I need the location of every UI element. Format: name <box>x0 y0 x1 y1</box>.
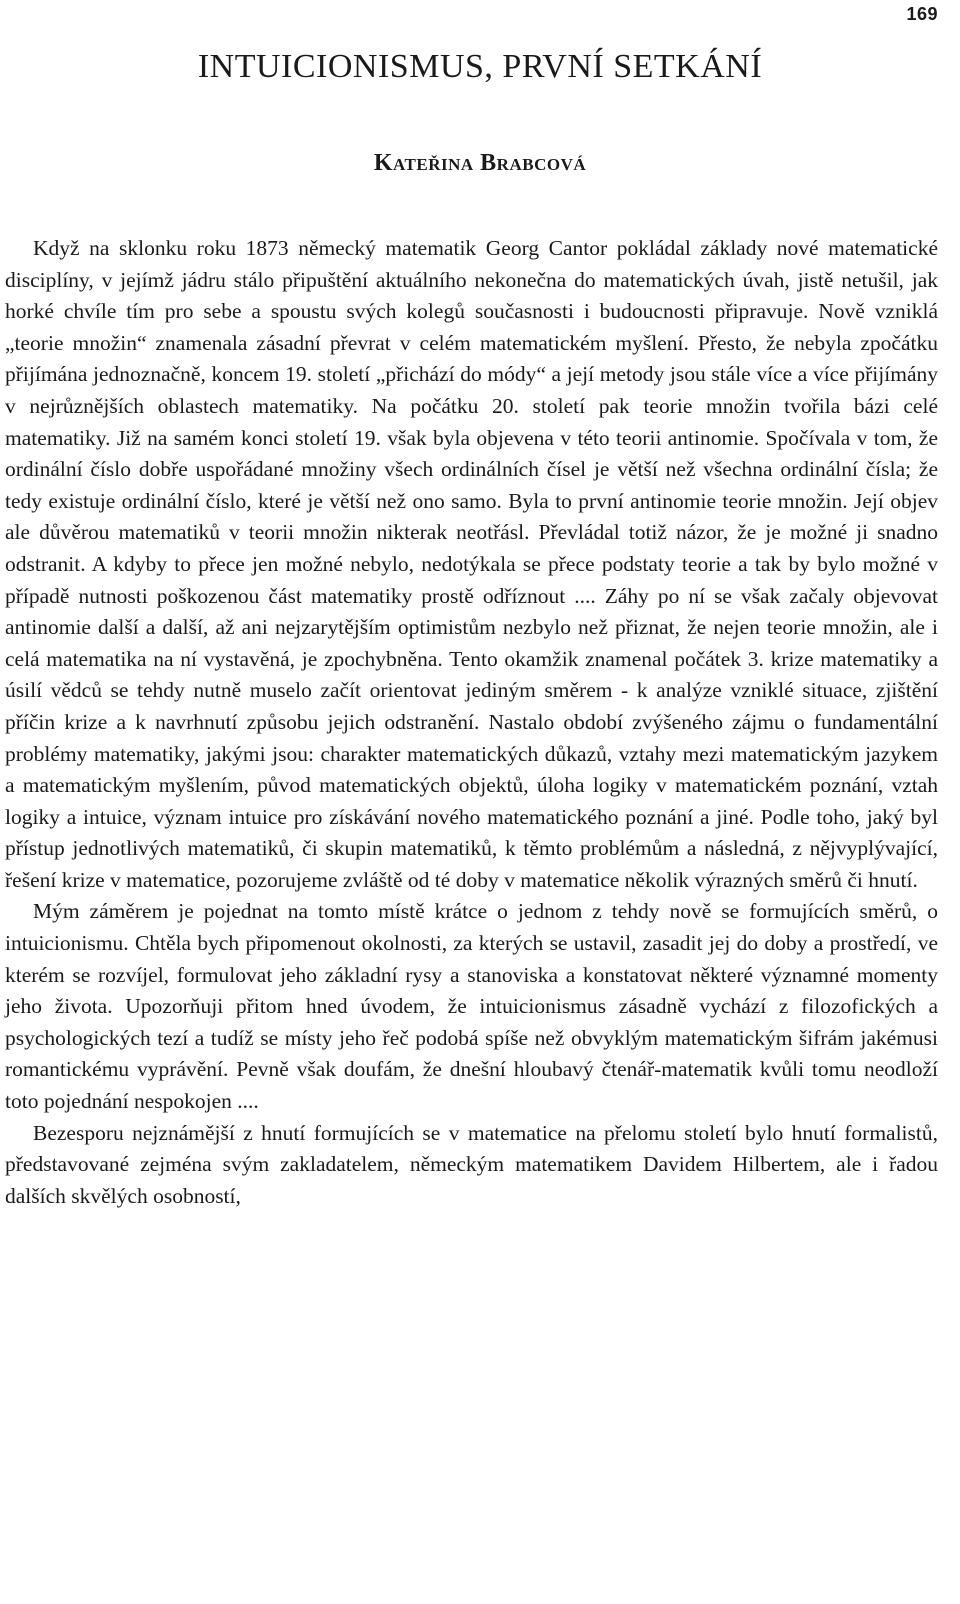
article-title: INTUICIONISMUS, PRVNÍ SETKÁNÍ <box>197 48 763 85</box>
paragraph-2: Mým záměrem je pojednat na tomto místě krátce o jednom z tehdy nově se formujících směrů, o intuicionismu. Chtěla bych připomenout okolnosti, za kterých se ustavil, zasadit jej do doby a prostředí, ve kterém se rozvíjel, formulovat jeho základní rysy a stanoviska a konstatovat některé významné momenty jeho života. Upozorňuji přitom hned úvodem, že intuicionismus zásadně vychází z filozofických a psychologických tezí a tudíž se místy jeho řeč podobá spíše než obvyklým matematickým šifrám jakémusi romantickému vyprávění. Pevně však doufám, že dnešní hloubavý čtenář-matematik kvůli tomu neodloží toto pojednání nespokojen .... <box>5 899 938 1114</box>
paragraph-1: Když na sklonku roku 1873 německý matematik Georg Cantor pokládal základy nové matematické disciplíny, v jejímž jádru stálo připuštění aktuálního nekonečna do matematických úvah, jistě netušil, jak horké chvíle tím pro sebe a spoustu svých kolegů současnosti i budoucnosti připravuje. Nově vzniklá „teorie množin“ znamenala zásadní převrat v celém matematickém myšlení. Přesto, že nebyla zpočátku přijímána jednoznačně, koncem 19. století „přichází do módy“ a její metody jsou stále více a více přijímány v nejrůznějších oblastech matematiky. Na počátku 20. století pak teorie množin tvořila bázi celé matematiky. Již na samém konci století 19. však byla objevena v této teorii antinomie. Spočívala v tom, že ordinální číslo dobře uspořádané množiny všech ordinálních čísel je větší než všechna ordinální čísla; že tedy existuje ordinální číslo, které je větší než ono samo. Byla to první antinomie teorie množin. Její objev ale důvěrou matematiků v teorii množin nikterak neotřásl. Převládal totiž názor, že je možné ji snadno odstranit. A kdyby to přece jen možné nebylo, nedotýkala se přece podstaty teorie a tak by bylo možné v případě nutnosti poškozenou část matematiky prostě odříznout .... Záhy po ní se však začaly objevovat antinomie další a další, až ani nejzarytějším optimistům nezbylo než přiznat, že nejen teorie množin, ale i celá matematika na ní vystavěná, je zpochybněna. Tento okamžik znamenal počátek 3. krize matematiky a úsilí vědců se tehdy nutně muselo začít orientovat jediným směrem - k analýze vzniklé situace, zjištění příčin krize a k navrhnutí způsobu jejich odstranění. Nastalo období zvýšeného zájmu o fundamentální problémy matematiky, jakými jsou: charakter matematických důkazů, vztahy mezi matematickým jazykem a matematickým myšlením, původ matematických objektů, úloha logiky v matematickém poznání, vztah logiky a intuice, význam intuice pro získávání nového matematického poznání a jiné. Podle toho, jaký byl přístup jednotlivých matematiků, či skupin matematiků, k těmto problémům a následná, z nějvyplývající, řešení krize v matematice, pozorujeme zvláště od té doby v matematice několik výrazných směrů či hnutí. <box>5 236 938 892</box>
paragraph-3: Bezesporu nejznámější z hnutí formujících se v matematice na přelomu století bylo hnutí formalistů, představované zejména svým zakladatelem, německým matematikem Davidem Hilbertem, ale i řadou dalších skvělých osobností, <box>5 1120 938 1208</box>
author-name: Kateřina Brabcová <box>373 150 587 176</box>
page-number: 169 <box>906 4 938 24</box>
article-body <box>5 233 938 1212</box>
